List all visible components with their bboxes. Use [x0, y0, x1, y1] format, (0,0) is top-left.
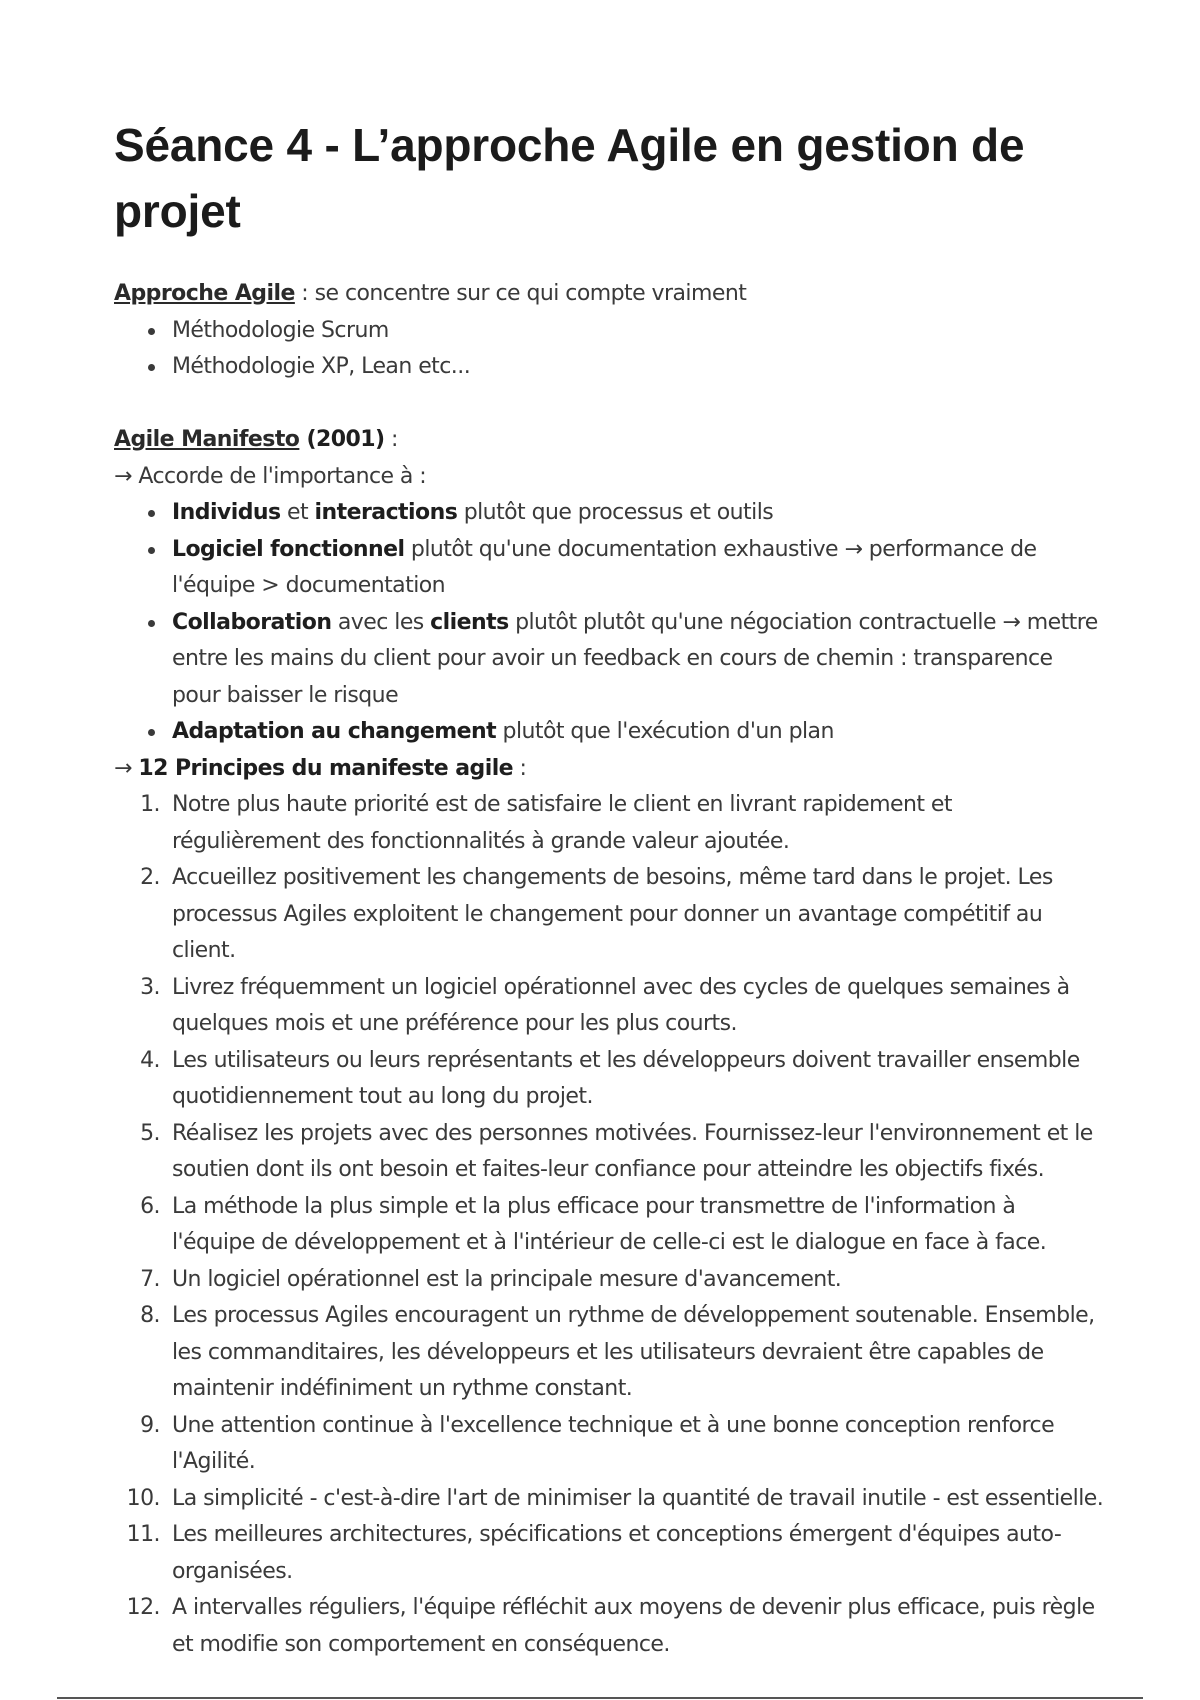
principle-text: A intervalles réguliers, l'équipe réfléchit aux moyens de devenir plus efficace, puis règle	[172, 1595, 1095, 1620]
principle-text: La simplicité - c'est-à-dire l'art de minimiser la quantité de travail inutile - est essentielle.	[172, 1485, 1104, 1511]
principle-number: 9.	[140, 1412, 160, 1438]
value-bold: Individus	[172, 500, 281, 525]
value-text: entre les mains du client pour avoir un feedback en cours de chemin : transparence	[172, 646, 1053, 671]
value-text: plutôt que l'exécution d'un plan	[496, 719, 834, 744]
principle-text: soutien dont ils ont besoin et faites-leur confiance pour atteindre les objectifs fixés.	[172, 1157, 1045, 1182]
principle-item	[114, 1116, 1114, 1189]
principle-text: organisées.	[172, 1558, 293, 1584]
principle-item	[114, 1517, 1114, 1590]
principle-item	[114, 1189, 1114, 1262]
principle-text: et modifie son comportement en conséquence.	[172, 1631, 670, 1657]
approach-list	[114, 313, 1114, 386]
manifesto-intro: → Accorde de l'importance à :	[114, 463, 427, 489]
footer-divider	[57, 1697, 1143, 1699]
manifesto-colon: :	[384, 427, 398, 452]
list-item: Méthodologie XP, Lean etc...	[114, 349, 1114, 386]
principles-heading	[114, 751, 1114, 788]
value-bold: clients	[430, 609, 509, 635]
principle-number: 12.	[126, 1595, 160, 1620]
value-text: et	[280, 500, 315, 525]
value-text: l'équipe > documentation	[172, 573, 446, 598]
principle-item	[114, 1262, 1114, 1299]
spacer	[114, 386, 1114, 423]
principle-text: Les utilisateurs ou leurs représentants et les développeurs doivent travailler ensemble	[172, 1047, 1080, 1073]
principle-number: 11.	[126, 1522, 160, 1547]
principle-text: Réalisez les projets avec des personnes motivées. Fournissez-leur l'environnement et le	[172, 1120, 1093, 1146]
principle-text: maintenir indéfiniment un rythme constant.	[172, 1376, 633, 1401]
principles-list	[114, 787, 1114, 1663]
principle-text: Un logiciel opérationnel est la principale mesure d'avancement.	[172, 1266, 842, 1292]
document-body	[114, 276, 1114, 1663]
principle-text: client.	[172, 938, 236, 963]
principle-number: 1.	[140, 792, 160, 817]
principle-text: les commanditaires, les développeurs et les utilisateurs devraient être capables de	[172, 1339, 1044, 1365]
principle-text: quelques mois et une préférence pour les plus courts.	[172, 1011, 737, 1036]
approach-heading	[114, 276, 1114, 313]
value-text: avec les	[331, 609, 431, 635]
principle-text: Les meilleures architectures, spécifications et conceptions émergent d'équipes auto-	[172, 1522, 1062, 1547]
principle-text: l'équipe de développement et à l'intérieur de celle-ci est le dialogue en face à face.	[172, 1230, 1047, 1255]
principle-number: 5.	[140, 1120, 160, 1146]
value-text: plutôt que processus et outils	[457, 500, 774, 525]
principle-item	[114, 1590, 1114, 1663]
principle-item	[114, 970, 1114, 1043]
principle-text: l'Agilité.	[172, 1449, 256, 1474]
principle-item	[114, 1298, 1114, 1408]
document-page	[114, 112, 1114, 1657]
principle-text: quotidiennement tout au long du projet.	[172, 1084, 593, 1109]
principle-text: régulièrement des fonctionnalités à grande valeur ajoutée.	[172, 828, 790, 854]
principle-item	[114, 1408, 1114, 1481]
value-bold: Collaboration	[172, 609, 332, 635]
principle-item	[114, 787, 1114, 860]
approach-text: : se concentre sur ce qui compte vraiment	[294, 281, 747, 306]
principle-number: 10.	[126, 1485, 160, 1511]
list-item	[114, 605, 1114, 715]
principle-text: Les processus Agiles encouragent un rythme de développement soutenable. Ensemble,	[172, 1303, 1095, 1328]
manifesto-year: (2001)	[299, 427, 385, 452]
value-bold: Logiciel fonctionnel	[172, 536, 405, 562]
value-bold: Adaptation au changement	[172, 719, 497, 744]
principle-text: Une attention continue à l'excellence technique et à une bonne conception renforce	[172, 1412, 1055, 1438]
value-text: pour baisser le risque	[172, 682, 399, 708]
principle-number: 6.	[140, 1193, 160, 1219]
principle-number: 7.	[140, 1266, 160, 1292]
approach-label: Approche Agile	[114, 281, 295, 306]
list-item	[114, 495, 1114, 532]
list-item	[114, 532, 1114, 605]
principle-text: La méthode la plus simple et la plus efficace pour transmettre de l'information à	[172, 1193, 1016, 1219]
principle-text: Notre plus haute priorité est de satisfaire le client en livrant rapidement et	[172, 792, 952, 817]
principle-item	[114, 1043, 1114, 1116]
list-item: Méthodologie Scrum	[114, 313, 1114, 350]
manifesto-heading	[114, 422, 1114, 459]
value-text: plutôt plutôt qu'une négociation contractuelle → mettre	[508, 609, 1098, 635]
principle-text: Accueillez positivement les changements de besoins, même tard dans le projet. Les	[172, 865, 1053, 890]
principle-number: 8.	[140, 1303, 160, 1328]
manifesto-values-list	[114, 495, 1114, 751]
principle-number: 4.	[140, 1047, 160, 1073]
principles-colon: :	[513, 755, 527, 781]
list-item	[114, 714, 1114, 751]
principle-text: Livrez fréquemment un logiciel opérationnel avec des cycles de quelques semaines à	[172, 974, 1070, 1000]
value-text: plutôt qu'une documentation exhaustive → performance de	[404, 536, 1037, 562]
principle-number: 2.	[140, 865, 160, 890]
principle-item	[114, 860, 1114, 970]
page-title: Séance 4 - L’approche Agile en gestion de projet	[114, 119, 1025, 237]
value-bold: interactions	[314, 500, 458, 525]
principle-item	[114, 1481, 1114, 1518]
principle-text: processus Agiles exploitent le changement pour donner un avantage compétitif au	[172, 901, 1043, 927]
principles-arrow: →	[114, 755, 139, 781]
principles-label: 12 Principes du manifeste agile	[138, 755, 514, 781]
principle-number: 3.	[140, 974, 160, 1000]
manifesto-label: Agile Manifesto	[114, 427, 300, 452]
